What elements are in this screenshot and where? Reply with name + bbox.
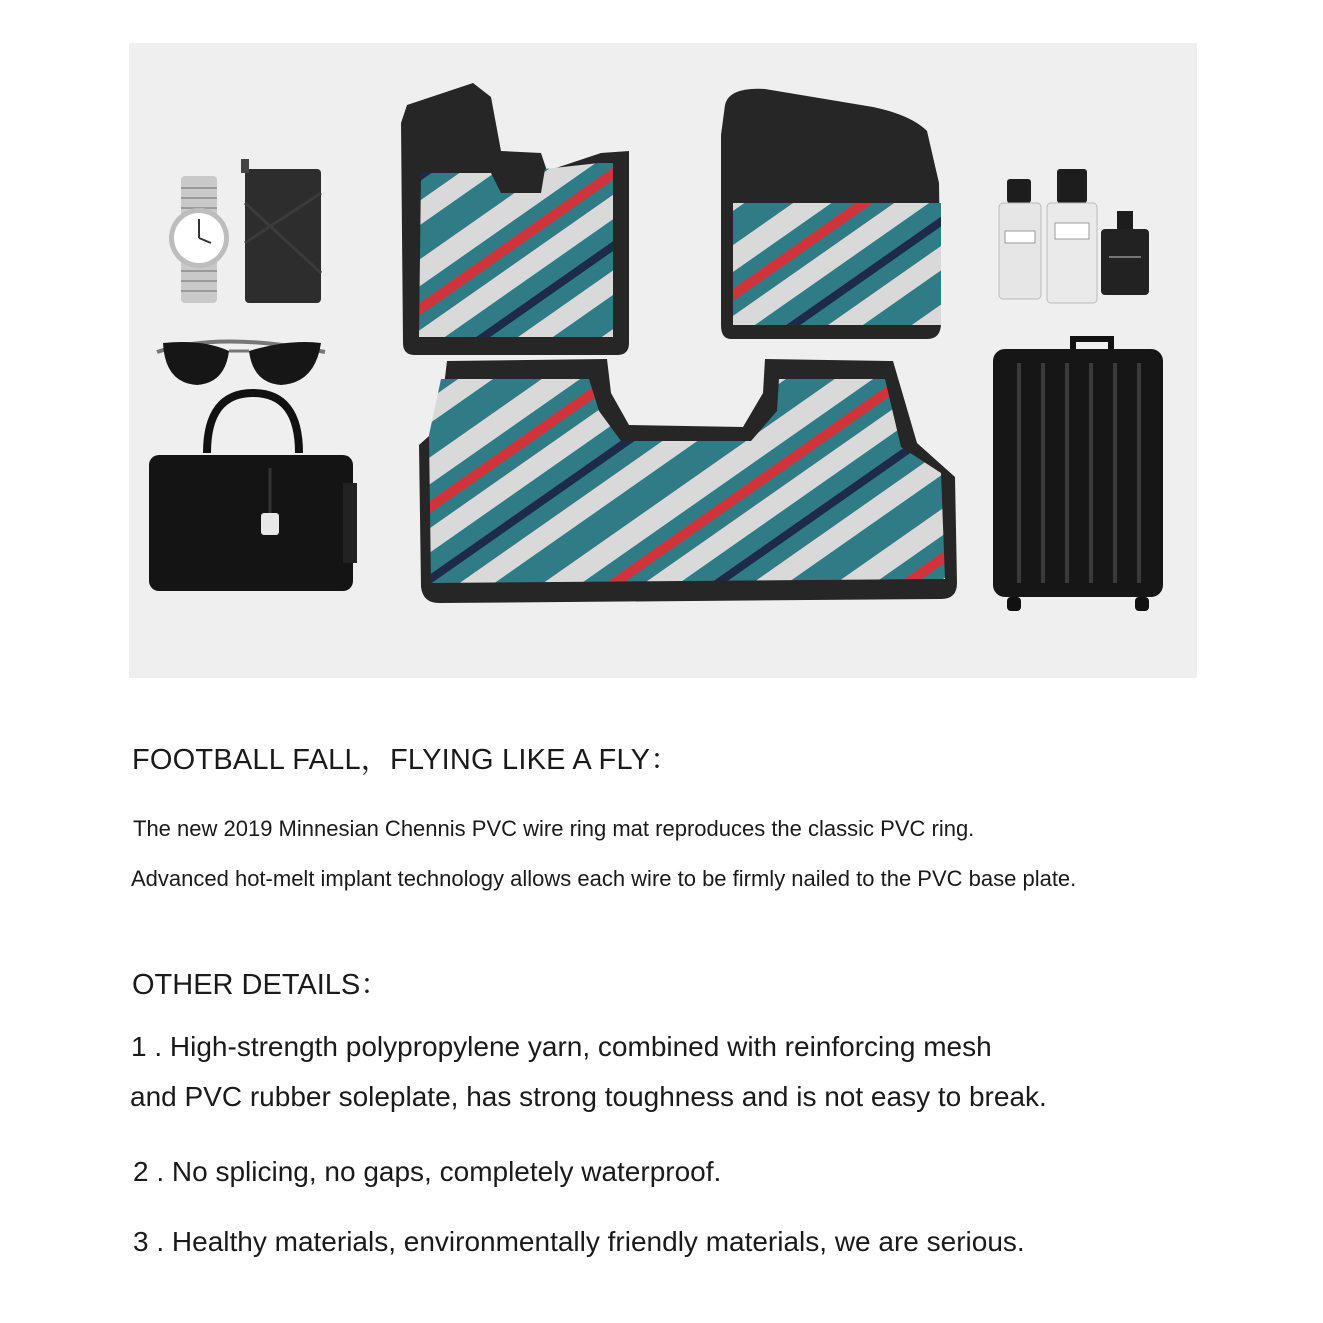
intro-line-2: Advanced hot-melt implant technology allows each wire to be firmly nailed to the PVC base plate. <box>131 866 1077 891</box>
detail-item-3: 3 . Healthy materials, environmentally friendly materials, we are serious. <box>133 1226 1025 1257</box>
intro-heading: FOOTBALL FALL，FLYING LIKE A FLY： <box>132 744 680 776</box>
suitcase-image <box>993 339 1163 611</box>
rear-mat-image <box>419 359 957 603</box>
perfume-bottles-image <box>999 169 1149 303</box>
wallet-image <box>241 159 321 303</box>
details-heading: OTHER DETAILS： <box>132 969 390 1001</box>
intro-line-1: The new 2019 Minnesian Chennis PVC wire ring mat reproduces the classic PVC ring. <box>133 816 975 841</box>
watch-image <box>169 176 229 303</box>
product-photo-panel <box>129 43 1197 678</box>
detail-item-1-line-2: and PVC rubber soleplate, has strong toughness and is not easy to break. <box>130 1081 1047 1112</box>
detail-item-1-line-1: 1 . High-strength polypropylene yarn, combined with reinforcing mesh <box>131 1031 992 1062</box>
detail-item-2: 2 . No splicing, no gaps, completely waterproof. <box>133 1156 722 1187</box>
sunglasses-image <box>157 342 325 386</box>
handbag-image <box>149 393 357 591</box>
front-left-mat-image <box>401 83 629 355</box>
front-right-mat-image <box>721 89 941 339</box>
